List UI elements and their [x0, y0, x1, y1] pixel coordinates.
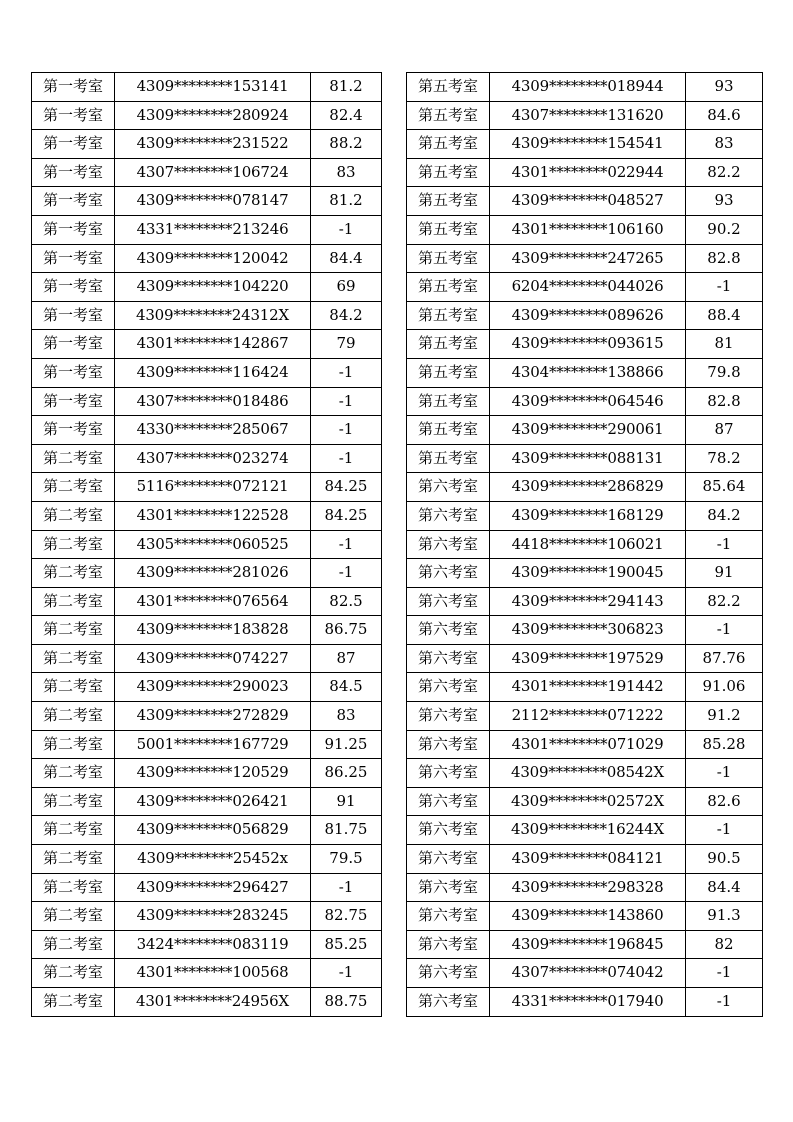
exam-room-cell: 第六考室	[407, 673, 490, 702]
table-row	[407, 501, 763, 530]
score-cell: 86.75	[311, 616, 382, 645]
score-cell: -1	[686, 816, 763, 845]
exam-room-cell: 第二考室	[32, 559, 115, 588]
table-row	[407, 873, 763, 902]
id-number-cell: 3424********083119	[115, 930, 311, 959]
table-row	[407, 530, 763, 559]
table-row	[32, 930, 382, 959]
id-number-cell: 4301********106160	[490, 215, 686, 244]
table-row	[32, 215, 382, 244]
id-number-cell: 4309********056829	[115, 816, 311, 845]
exam-room-cell: 第一考室	[32, 416, 115, 445]
table-row	[32, 530, 382, 559]
exam-room-cell: 第五考室	[407, 101, 490, 130]
table-row	[32, 902, 382, 931]
id-number-cell: 4309********143860	[490, 902, 686, 931]
id-number-cell: 4307********074042	[490, 959, 686, 988]
score-cell: -1	[311, 416, 382, 445]
score-cell: 81	[686, 330, 763, 359]
table-row	[407, 473, 763, 502]
exam-room-cell: 第二考室	[32, 787, 115, 816]
table-row	[407, 416, 763, 445]
table-row	[32, 187, 382, 216]
exam-room-cell: 第二考室	[32, 816, 115, 845]
id-number-cell: 4305********060525	[115, 530, 311, 559]
exam-room-cell: 第六考室	[407, 501, 490, 530]
score-cell: 82.2	[686, 587, 763, 616]
id-number-cell: 4301********076564	[115, 587, 311, 616]
score-cell: 82.4	[311, 101, 382, 130]
exam-room-cell: 第五考室	[407, 358, 490, 387]
score-cell: 85.25	[311, 930, 382, 959]
score-cell: 78.2	[686, 444, 763, 473]
score-cell: 87	[311, 644, 382, 673]
exam-room-cell: 第一考室	[32, 73, 115, 102]
score-cell: 84.2	[311, 301, 382, 330]
exam-room-cell: 第五考室	[407, 416, 490, 445]
score-cell: 88.2	[311, 130, 382, 159]
exam-room-cell: 第二考室	[32, 759, 115, 788]
table-row	[407, 387, 763, 416]
score-cell: 82.2	[686, 158, 763, 187]
id-number-cell: 4309********281026	[115, 559, 311, 588]
exam-room-cell: 第六考室	[407, 988, 490, 1017]
table-row	[407, 130, 763, 159]
exam-room-cell: 第二考室	[32, 616, 115, 645]
exam-room-cell: 第一考室	[32, 101, 115, 130]
id-number-cell: 4309********197529	[490, 644, 686, 673]
id-number-cell: 4309********196845	[490, 930, 686, 959]
exam-room-cell: 第二考室	[32, 473, 115, 502]
score-cell: 82.6	[686, 787, 763, 816]
id-number-cell: 4307********131620	[490, 101, 686, 130]
exam-room-cell: 第一考室	[32, 387, 115, 416]
table-row	[32, 730, 382, 759]
id-number-cell: 4309********078147	[115, 187, 311, 216]
score-cell: 90.5	[686, 845, 763, 874]
id-number-cell: 4330********285067	[115, 416, 311, 445]
exam-room-cell: 第二考室	[32, 644, 115, 673]
id-number-cell: 4309********153141	[115, 73, 311, 102]
score-cell: 84.4	[311, 244, 382, 273]
score-cell: -1	[311, 959, 382, 988]
exam-room-cell: 第二考室	[32, 702, 115, 731]
id-number-cell: 4301********022944	[490, 158, 686, 187]
id-number-cell: 4301********24956X	[115, 988, 311, 1017]
id-number-cell: 4309********074227	[115, 644, 311, 673]
table-row	[407, 587, 763, 616]
exam-room-cell: 第六考室	[407, 730, 490, 759]
exam-room-cell: 第一考室	[32, 130, 115, 159]
table-row	[32, 559, 382, 588]
score-cell: 87	[686, 416, 763, 445]
id-number-cell: 4301********071029	[490, 730, 686, 759]
exam-room-cell: 第五考室	[407, 330, 490, 359]
table-row	[32, 616, 382, 645]
table-row	[407, 559, 763, 588]
id-number-cell: 4309********272829	[115, 702, 311, 731]
score-cell: 85.64	[686, 473, 763, 502]
exam-room-cell: 第一考室	[32, 158, 115, 187]
exam-room-cell: 第六考室	[407, 759, 490, 788]
table-row	[32, 273, 382, 302]
exam-room-cell: 第五考室	[407, 73, 490, 102]
id-number-cell: 4309********283245	[115, 902, 311, 931]
exam-room-cell: 第一考室	[32, 187, 115, 216]
score-table-right-body	[407, 73, 763, 1017]
score-cell: 88.4	[686, 301, 763, 330]
exam-room-cell: 第一考室	[32, 330, 115, 359]
score-cell: 91.2	[686, 702, 763, 731]
score-cell: 82.5	[311, 587, 382, 616]
exam-room-cell: 第五考室	[407, 273, 490, 302]
id-number-cell: 4331********017940	[490, 988, 686, 1017]
score-cell: 69	[311, 273, 382, 302]
exam-room-cell: 第六考室	[407, 787, 490, 816]
table-row	[32, 301, 382, 330]
id-number-cell: 4309********08542X	[490, 759, 686, 788]
exam-room-cell: 第六考室	[407, 816, 490, 845]
id-number-cell: 4309********296427	[115, 873, 311, 902]
table-row	[32, 244, 382, 273]
score-cell: 91.06	[686, 673, 763, 702]
id-number-cell: 4307********018486	[115, 387, 311, 416]
table-row	[32, 988, 382, 1017]
exam-room-cell: 第六考室	[407, 587, 490, 616]
id-number-cell: 4309********25452x	[115, 845, 311, 874]
id-number-cell: 4309********24312X	[115, 301, 311, 330]
score-cell: -1	[686, 988, 763, 1017]
exam-room-cell: 第二考室	[32, 988, 115, 1017]
id-number-cell: 4331********213246	[115, 215, 311, 244]
id-number-cell: 4309********093615	[490, 330, 686, 359]
table-row	[407, 845, 763, 874]
id-number-cell: 4309********026421	[115, 787, 311, 816]
table-row	[32, 101, 382, 130]
table-row	[407, 902, 763, 931]
id-number-cell: 4309********089626	[490, 301, 686, 330]
id-number-cell: 4309********02572X	[490, 787, 686, 816]
table-row	[407, 730, 763, 759]
exam-room-cell: 第六考室	[407, 559, 490, 588]
score-cell: -1	[311, 358, 382, 387]
id-number-cell: 4309********306823	[490, 616, 686, 645]
id-number-cell: 4309********280924	[115, 101, 311, 130]
score-cell: 81.2	[311, 187, 382, 216]
table-row	[407, 673, 763, 702]
score-cell: 91.25	[311, 730, 382, 759]
score-cell: 86.25	[311, 759, 382, 788]
table-row	[32, 330, 382, 359]
exam-room-cell: 第六考室	[407, 644, 490, 673]
table-row	[407, 444, 763, 473]
score-cell: 83	[311, 158, 382, 187]
exam-room-cell: 第二考室	[32, 959, 115, 988]
score-cell: 91	[686, 559, 763, 588]
table-row	[407, 930, 763, 959]
exam-room-cell: 第六考室	[407, 930, 490, 959]
exam-room-cell: 第二考室	[32, 501, 115, 530]
table-row	[32, 358, 382, 387]
id-number-cell: 4309********120529	[115, 759, 311, 788]
table-row	[407, 759, 763, 788]
exam-room-cell: 第五考室	[407, 444, 490, 473]
table-row	[32, 959, 382, 988]
score-cell: 84.6	[686, 101, 763, 130]
exam-room-cell: 第六考室	[407, 702, 490, 731]
exam-room-cell: 第一考室	[32, 301, 115, 330]
exam-room-cell: 第五考室	[407, 301, 490, 330]
table-row	[32, 416, 382, 445]
id-number-cell: 4309********018944	[490, 73, 686, 102]
table-row	[32, 702, 382, 731]
table-row	[407, 358, 763, 387]
id-number-cell: 4301********100568	[115, 959, 311, 988]
id-number-cell: 5116********072121	[115, 473, 311, 502]
id-number-cell: 4309********116424	[115, 358, 311, 387]
score-cell: 79	[311, 330, 382, 359]
table-row	[32, 673, 382, 702]
exam-room-cell: 第六考室	[407, 845, 490, 874]
score-cell: 82.75	[311, 902, 382, 931]
exam-room-cell: 第六考室	[407, 873, 490, 902]
table-row	[32, 587, 382, 616]
id-number-cell: 4309********084121	[490, 845, 686, 874]
table-row	[32, 130, 382, 159]
id-number-cell: 4309********104220	[115, 273, 311, 302]
score-cell: 90.2	[686, 215, 763, 244]
table-row	[407, 187, 763, 216]
table-row	[32, 444, 382, 473]
table-row	[407, 816, 763, 845]
score-cell: 87.76	[686, 644, 763, 673]
table-row	[407, 988, 763, 1017]
score-cell: 82.8	[686, 387, 763, 416]
score-cell: 85.28	[686, 730, 763, 759]
table-row	[32, 787, 382, 816]
table-row	[32, 759, 382, 788]
id-number-cell: 4309********190045	[490, 559, 686, 588]
table-row	[32, 158, 382, 187]
exam-room-cell: 第五考室	[407, 387, 490, 416]
exam-room-cell: 第二考室	[32, 873, 115, 902]
id-number-cell: 4309********183828	[115, 616, 311, 645]
score-cell: 84.4	[686, 873, 763, 902]
score-cell: 91	[311, 787, 382, 816]
id-number-cell: 4309********088131	[490, 444, 686, 473]
score-cell: -1	[686, 959, 763, 988]
exam-room-cell: 第五考室	[407, 244, 490, 273]
id-number-cell: 4309********294143	[490, 587, 686, 616]
exam-room-cell: 第六考室	[407, 616, 490, 645]
id-number-cell: 4418********106021	[490, 530, 686, 559]
exam-room-cell: 第二考室	[32, 530, 115, 559]
table-row	[407, 959, 763, 988]
table-row	[407, 616, 763, 645]
exam-room-cell: 第五考室	[407, 215, 490, 244]
id-number-cell: 4301********142867	[115, 330, 311, 359]
score-cell: 81.75	[311, 816, 382, 845]
exam-room-cell: 第二考室	[32, 902, 115, 931]
id-number-cell: 4309********048527	[490, 187, 686, 216]
score-cell: -1	[686, 530, 763, 559]
score-cell: -1	[311, 215, 382, 244]
score-cell: -1	[311, 444, 382, 473]
score-cell: -1	[311, 559, 382, 588]
score-table-right	[406, 72, 763, 1017]
score-cell: -1	[311, 530, 382, 559]
score-cell: 84.2	[686, 501, 763, 530]
table-row	[407, 330, 763, 359]
id-number-cell: 4309********168129	[490, 501, 686, 530]
table-row	[407, 702, 763, 731]
exam-room-cell: 第二考室	[32, 845, 115, 874]
score-cell: 84.25	[311, 473, 382, 502]
score-cell: 91.3	[686, 902, 763, 931]
score-cell: 84.25	[311, 501, 382, 530]
id-number-cell: 4309********120042	[115, 244, 311, 273]
id-number-cell: 4309********290023	[115, 673, 311, 702]
table-row	[407, 787, 763, 816]
id-number-cell: 4307********023274	[115, 444, 311, 473]
id-number-cell: 5001********167729	[115, 730, 311, 759]
table-row	[407, 273, 763, 302]
exam-room-cell: 第二考室	[32, 444, 115, 473]
table-row	[407, 73, 763, 102]
exam-room-cell: 第二考室	[32, 930, 115, 959]
score-cell: -1	[686, 759, 763, 788]
score-cell: 93	[686, 187, 763, 216]
exam-room-cell: 第二考室	[32, 587, 115, 616]
id-number-cell: 4309********290061	[490, 416, 686, 445]
table-row	[32, 845, 382, 874]
table-row	[407, 301, 763, 330]
exam-room-cell: 第五考室	[407, 187, 490, 216]
id-number-cell: 4309********064546	[490, 387, 686, 416]
id-number-cell: 4309********298328	[490, 873, 686, 902]
table-row	[32, 73, 382, 102]
exam-room-cell: 第六考室	[407, 530, 490, 559]
id-number-cell: 4309********231522	[115, 130, 311, 159]
table-row	[32, 816, 382, 845]
table-row	[407, 101, 763, 130]
exam-room-cell: 第五考室	[407, 158, 490, 187]
score-cell: 82.8	[686, 244, 763, 273]
exam-room-cell: 第一考室	[32, 273, 115, 302]
id-number-cell: 6204********044026	[490, 273, 686, 302]
exam-room-cell: 第二考室	[32, 730, 115, 759]
score-cell: 83	[686, 130, 763, 159]
score-cell: 82	[686, 930, 763, 959]
score-table-left-body	[32, 73, 382, 1017]
exam-room-cell: 第一考室	[32, 215, 115, 244]
id-number-cell: 4301********122528	[115, 501, 311, 530]
score-cell: -1	[311, 387, 382, 416]
table-row	[407, 158, 763, 187]
table-row	[407, 644, 763, 673]
score-cell: -1	[686, 616, 763, 645]
id-number-cell: 4307********106724	[115, 158, 311, 187]
id-number-cell: 4304********138866	[490, 358, 686, 387]
score-cell: -1	[686, 273, 763, 302]
score-cell: 83	[311, 702, 382, 731]
score-cell: -1	[311, 873, 382, 902]
score-cell: 93	[686, 73, 763, 102]
score-cell: 84.5	[311, 673, 382, 702]
id-number-cell: 4301********191442	[490, 673, 686, 702]
score-cell: 79.8	[686, 358, 763, 387]
exam-room-cell: 第五考室	[407, 130, 490, 159]
exam-room-cell: 第六考室	[407, 959, 490, 988]
score-cell: 81.2	[311, 73, 382, 102]
table-row	[32, 644, 382, 673]
exam-room-cell: 第二考室	[32, 673, 115, 702]
exam-room-cell: 第六考室	[407, 473, 490, 502]
id-number-cell: 4309********16244X	[490, 816, 686, 845]
exam-room-cell: 第六考室	[407, 902, 490, 931]
id-number-cell: 4309********154541	[490, 130, 686, 159]
table-row	[407, 215, 763, 244]
table-row	[32, 501, 382, 530]
table-row	[407, 244, 763, 273]
exam-room-cell: 第一考室	[32, 244, 115, 273]
exam-room-cell: 第一考室	[32, 358, 115, 387]
score-cell: 88.75	[311, 988, 382, 1017]
table-row	[32, 873, 382, 902]
id-number-cell: 2112********071222	[490, 702, 686, 731]
id-number-cell: 4309********286829	[490, 473, 686, 502]
table-row	[32, 473, 382, 502]
score-table-left	[31, 72, 382, 1017]
id-number-cell: 4309********247265	[490, 244, 686, 273]
table-row	[32, 387, 382, 416]
score-cell: 79.5	[311, 845, 382, 874]
